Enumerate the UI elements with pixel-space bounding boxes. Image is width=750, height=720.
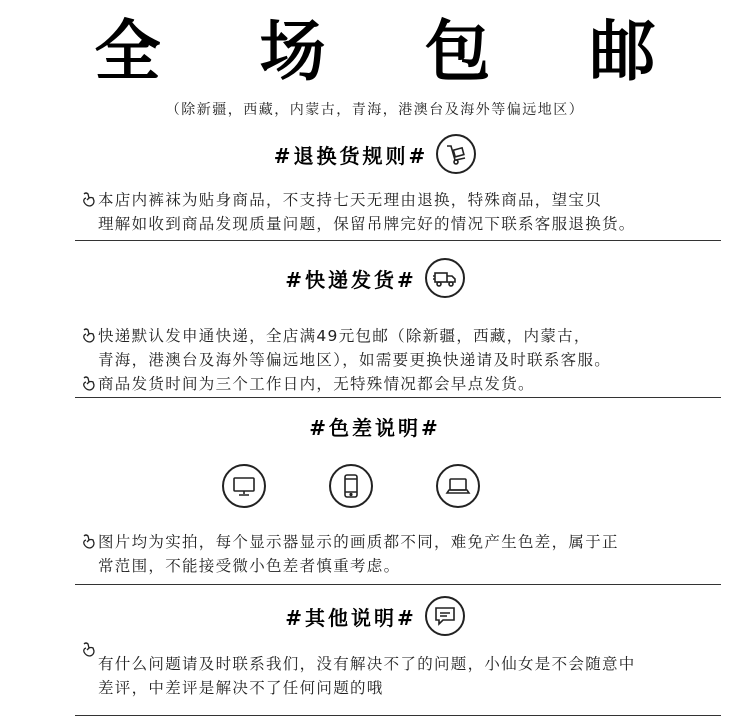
section-body-returns bbox=[80, 188, 720, 236]
section-header-shipping bbox=[0, 256, 750, 300]
hand-truck-icon bbox=[436, 134, 476, 174]
section-divider bbox=[75, 715, 721, 716]
pointing-hand-icon bbox=[80, 374, 98, 392]
section-header-color bbox=[0, 404, 750, 448]
section-title: #色差说明# bbox=[309, 415, 441, 440]
paragraph-line: 图片均为实拍，每个显示器显示的画质都不同，难免产生色差，属于正 bbox=[80, 530, 720, 554]
pointing-hand-icon bbox=[80, 190, 98, 208]
section-header-returns bbox=[0, 132, 750, 176]
section-divider bbox=[75, 584, 721, 585]
paragraph-line: 理解如收到商品发现质量问题，保留吊牌完好的情况下联系客服退换货。 bbox=[98, 215, 636, 233]
paragraph-line: 常范围，不能接受微小色差者慎重考虑。 bbox=[98, 557, 401, 575]
paragraph-line: 有什么问题请及时联系我们，没有解决不了的问题，小仙女是不会随意中 bbox=[80, 646, 720, 676]
laptop-icon bbox=[436, 464, 480, 508]
pointing-hand-icon bbox=[80, 532, 98, 550]
section-title: #快递发货# bbox=[285, 267, 417, 292]
paragraph-line: 青海，港澳台及海外等偏远地区），如需要更换快递请及时联系客服。 bbox=[98, 351, 612, 369]
section-body-shipping bbox=[80, 324, 720, 396]
section-header-other bbox=[0, 594, 750, 638]
device-icon-row bbox=[0, 464, 750, 514]
paragraph-line: 快递默认发申通快递，全店满49元包邮（除新疆，西藏，内蒙古， bbox=[80, 324, 720, 348]
section-body-other bbox=[80, 646, 720, 700]
section-title: #退换货规则# bbox=[273, 143, 429, 168]
pointing-hand-icon bbox=[80, 326, 98, 344]
paragraph-line: 差评，中差评是解决不了任何问题的哦 bbox=[98, 679, 384, 697]
delivery-truck-icon bbox=[425, 258, 465, 298]
section-divider bbox=[75, 240, 721, 241]
section-title: #其他说明# bbox=[285, 605, 417, 630]
section-body-color bbox=[80, 530, 720, 578]
page-title: 全 场 包 邮 bbox=[94, 13, 694, 90]
paragraph-line: 本店内裤袜为贴身商品，不支持七天无理由退换，特殊商品，望宝贝 bbox=[80, 188, 720, 212]
pointing-hand-icon bbox=[80, 640, 98, 658]
chat-bubble-icon bbox=[425, 596, 465, 636]
monitor-icon bbox=[222, 464, 266, 508]
paragraph-line: 商品发货时间为三个工作日内，无特殊情况都会早点发货。 bbox=[80, 372, 720, 396]
section-divider bbox=[75, 397, 721, 398]
phone-icon bbox=[329, 464, 373, 508]
page-subtitle: （除新疆，西藏，内蒙古，青海，港澳台及海外等偏远地区） bbox=[165, 102, 585, 118]
